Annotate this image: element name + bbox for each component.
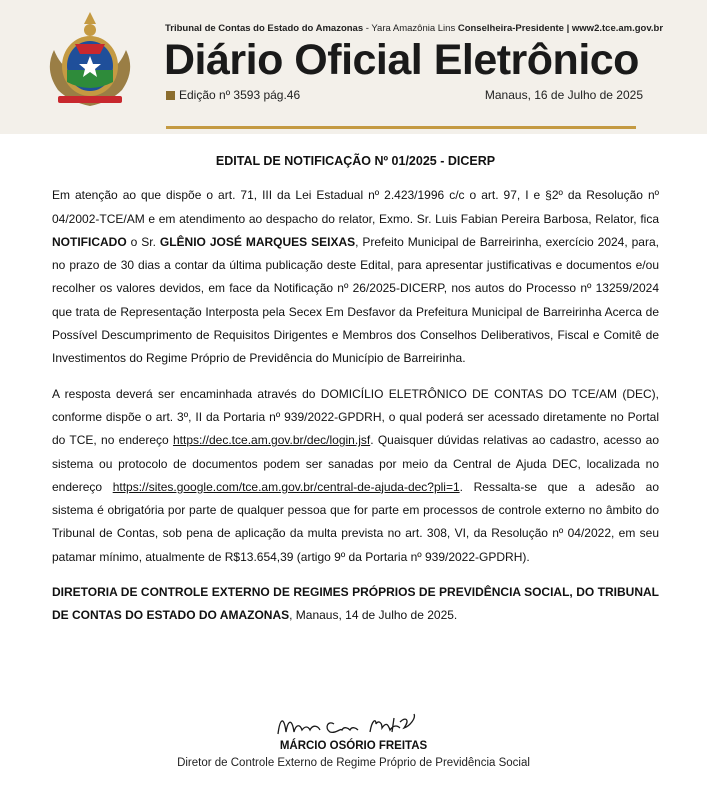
president-role: Conselheira-Presidente bbox=[455, 23, 564, 34]
edition-label: Edição nº 3593 pág.46 bbox=[179, 88, 301, 102]
square-bullet-icon bbox=[166, 91, 175, 100]
org-website: | www2.tce.am.gov.br bbox=[563, 23, 664, 34]
dec-login-link[interactable]: https://dec.tce.am.gov.br/dec/login.jsf bbox=[172, 433, 371, 448]
p2-text-c: . Ressalta-se que a adesão ao sistema é obrigatória por parte de qualquer pessoa que for parte em processos de controle externo no âmbito do Tribunal de Contas, sob pena de aplicação da multa prevista no art. 308, VI, da Resolução nº 04/2022, em seu patamar mínimo, atualmente de R$13.654,39 (artigo 9º da Portaria nº 939/2022-GPDRH). bbox=[52, 479, 659, 564]
p2-text-a: A resposta deverá ser encaminhada através do DOMICÍLIO ELETRÔNICO DE CONTAS DO TCE/AM (DEC), conforme dispõe o art. 3º, II da Portaria nº 939/2022-GPDRH, o qual poderá ser acessado diretamente no Portal do TCE, no endereço bbox=[52, 386, 659, 448]
president-name: Yara Amazônia Lins bbox=[371, 23, 456, 34]
directorate-name: DIRETORIA DE CONTROLE EXTERNO DE REGIMES PRÓPRIOS DE PREVIDÊNCIA SOCIAL, DO TRIBUNAL DE CONTAS DO ESTADO DO AMAZONAS bbox=[52, 585, 659, 623]
edition-info bbox=[166, 88, 300, 102]
help-center-link[interactable]: https://sites.google.com/tce.am.gov.br/central-de-ajuda-dec?pli=1 bbox=[112, 479, 460, 494]
publication-date: Manaus, 16 de Julho de 2025 bbox=[484, 88, 643, 102]
org-separator: - bbox=[363, 23, 372, 34]
p1-text-a: Em atenção ao que dispõe o art. 71, III da Lei Estadual nº 2.423/1996 c/c o art. 97, I e §2º da Resolução nº 04/2002-TCE/AM e em atendimento ao despacho do relator, Exmo. Sr. Luis Fabian Pereira Barbosa, Relator, fica bbox=[52, 188, 659, 226]
org-name: Tribunal de Contas do Estado do Amazonas bbox=[165, 23, 364, 34]
header-divider bbox=[166, 126, 636, 129]
p2-text-b: . Quaisquer dúvidas relativas ao cadastro, acesso ao sistema ou protocolo de documentos podem ser sanadas por meio da Central de Ajuda DEC, localizada no endereço bbox=[52, 433, 659, 494]
p1-text-c: o Sr. bbox=[126, 234, 160, 249]
paragraph-notification bbox=[52, 184, 659, 370]
header-org-line bbox=[165, 23, 663, 34]
closing-date: , Manaus, 14 de Julho de 2025. bbox=[289, 608, 458, 623]
notified-person: GLÊNIO JOSÉ MARQUES SEIXAS bbox=[159, 234, 356, 249]
coat-of-arms-icon bbox=[40, 10, 140, 110]
paragraph-closing bbox=[52, 581, 659, 628]
signer-role: Diretor de Controle Externo de Regime Próprio de Previdência Social bbox=[177, 757, 530, 769]
publication-title: Diário Oficial Eletrônico bbox=[164, 36, 639, 84]
document-body bbox=[52, 150, 659, 640]
paragraph-response bbox=[52, 383, 659, 569]
notified-label: NOTIFICADO bbox=[52, 234, 127, 249]
page-header bbox=[0, 0, 707, 134]
signer-name: MÁRCIO OSÓRIO FREITAS bbox=[279, 740, 428, 752]
document-title: EDITAL DE NOTIFICAÇÃO Nº 01/2025 - DICERP bbox=[215, 154, 496, 168]
p1-text-e: , Prefeito Municipal de Barreirinha, exercício 2024, para, no prazo de 30 dias a contar da última publicação deste Edital, para apresentar justificativas e documentos e/ou recolher os valores devidos, em face da Notificação nº 26/2025-DICERP, nos autos do Processo nº 13259/2024 que trata de Representação Interposta pela Secex Em Desfavor da Prefeitura Municipal de Barreirinha Acerca de Possível Descumprimento de Requisitos Dirigentes e Membros dos Conselhos Deliberativos, Fiscal e Comitê de Investimentos do Regime Próprio de Previdência do Município de Barreirinha. bbox=[52, 234, 659, 366]
handwritten-signature bbox=[270, 710, 470, 742]
